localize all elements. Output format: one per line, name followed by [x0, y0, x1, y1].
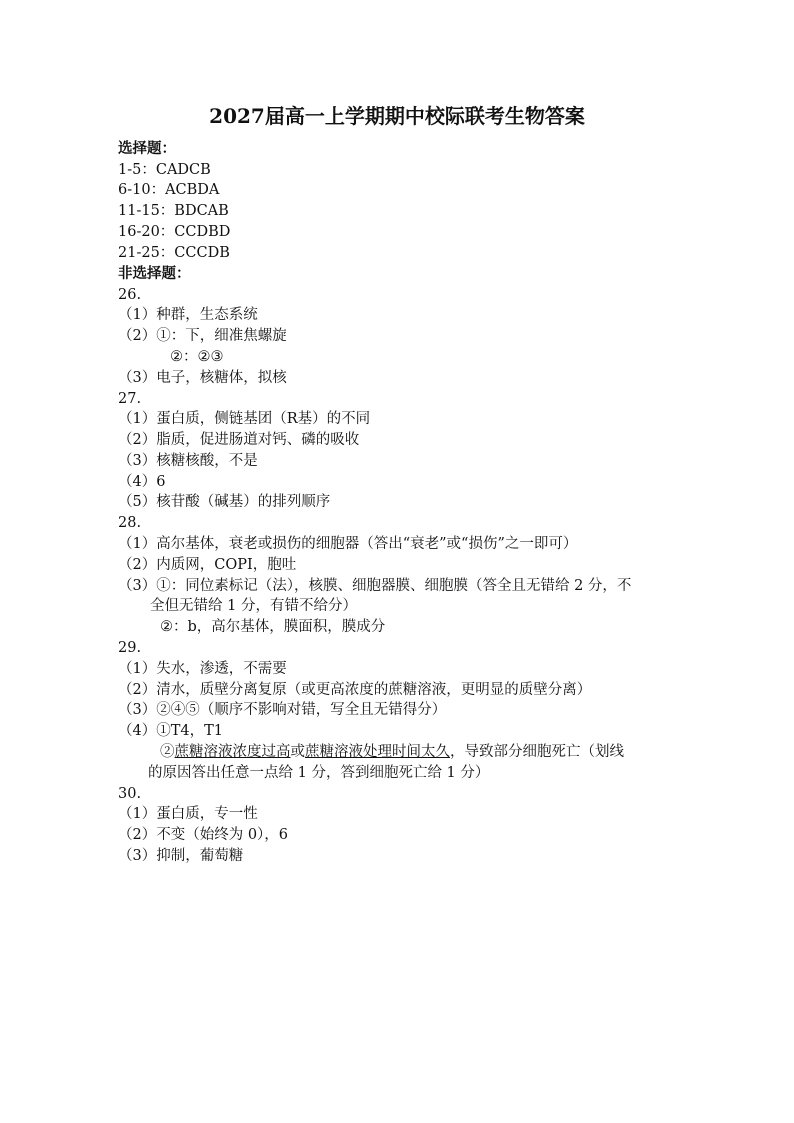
q29-answer-4b-continued: 的原因答出任意一点给 1 分，答到细胞死亡给 1 分）	[148, 765, 490, 781]
q28-answer-3: （3）①：同位素标记（法），核膜、细胞器膜、细胞膜（答全且无错给 2 分，不	[118, 578, 632, 594]
q26-answer-2: （2）①：下，细准焦螺旋	[118, 328, 287, 344]
choice-heading: 选择题：	[118, 140, 176, 157]
q29-answer-4b-rest: ，导致部分细胞死亡（划线	[450, 744, 624, 760]
q26-answer-3: （3）电子，核糖体，拟核	[118, 370, 287, 386]
q28-answer-2: （2）内质网，COPI，胞吐	[118, 557, 297, 573]
q30-number: 30.	[118, 786, 142, 802]
choice-row: 11-15：BDCAB	[118, 203, 229, 219]
q29-underlined-reason-1: 蔗糖溶液浓度过高	[174, 744, 291, 760]
choice-row: 16-20：CCDBD	[118, 224, 231, 240]
q26-answer-2b: ②：②③	[170, 349, 224, 365]
q29-answer-3: （3）②④⑤（顺序不影响对错，写全且无错得分）	[118, 702, 447, 718]
choice-row: 1-5：CADCB	[118, 162, 211, 178]
q28-answer-3b: ②：b，高尔基体，膜面积，膜成分	[160, 619, 386, 635]
choice-row: 6-10：ACBDA	[118, 182, 220, 198]
q27-number: 27.	[118, 391, 142, 407]
q27-answer-1: （1）蛋白质，侧链基团（R基）的不同	[118, 411, 371, 427]
q26-answer-1: （1）种群，生态系统	[118, 307, 258, 323]
q29-answer-1: （1）失水，渗透，不需要	[118, 661, 287, 677]
q27-answer-4: （4）6	[118, 474, 166, 490]
q27-answer-2: （2）脂质，促进肠道对钙、磷的吸收	[118, 432, 360, 448]
q28-number: 28.	[118, 515, 142, 531]
document-title: 2027届高一上学期期中校际联考生物答案	[209, 104, 585, 128]
q26-number: 26.	[118, 287, 142, 303]
q29-answer-2: （2）清水，质壁分离复原（或更高浓度的蔗糖溶液，更明显的质壁分离）	[118, 682, 592, 698]
q29-answer-4b-prefix: ②	[160, 744, 175, 760]
q29-answer-4b-connector: 或	[290, 744, 305, 760]
choice-row: 21-25：CCCDB	[118, 245, 230, 261]
q28-answer-1: （1）高尔基体，衰老或损伤的细胞器（答出“衰老”或“损伤”之一即可）	[118, 536, 578, 552]
q30-answer-2: （2）不变（始终为 0），6	[118, 827, 289, 843]
q29-answer-4b	[160, 742, 720, 762]
q30-answer-1: （1）蛋白质，专一性	[118, 806, 258, 822]
q27-answer-3: （3）核糖核酸，不是	[118, 453, 258, 469]
q30-answer-3: （3）抑制，葡萄糖	[118, 848, 244, 864]
q29-number: 29.	[118, 640, 142, 656]
q27-answer-5: （5）核苷酸（碱基）的排列顺序	[118, 494, 331, 510]
q28-answer-3-continued: 全但无错给 1 分，有错不给分）	[150, 598, 357, 614]
q29-answer-4: （4）①T4，T1	[118, 723, 224, 739]
nonchoice-heading: 非选择题：	[118, 265, 191, 282]
q29-underlined-reason-2: 蔗糖溶液处理时间太久	[305, 744, 450, 760]
